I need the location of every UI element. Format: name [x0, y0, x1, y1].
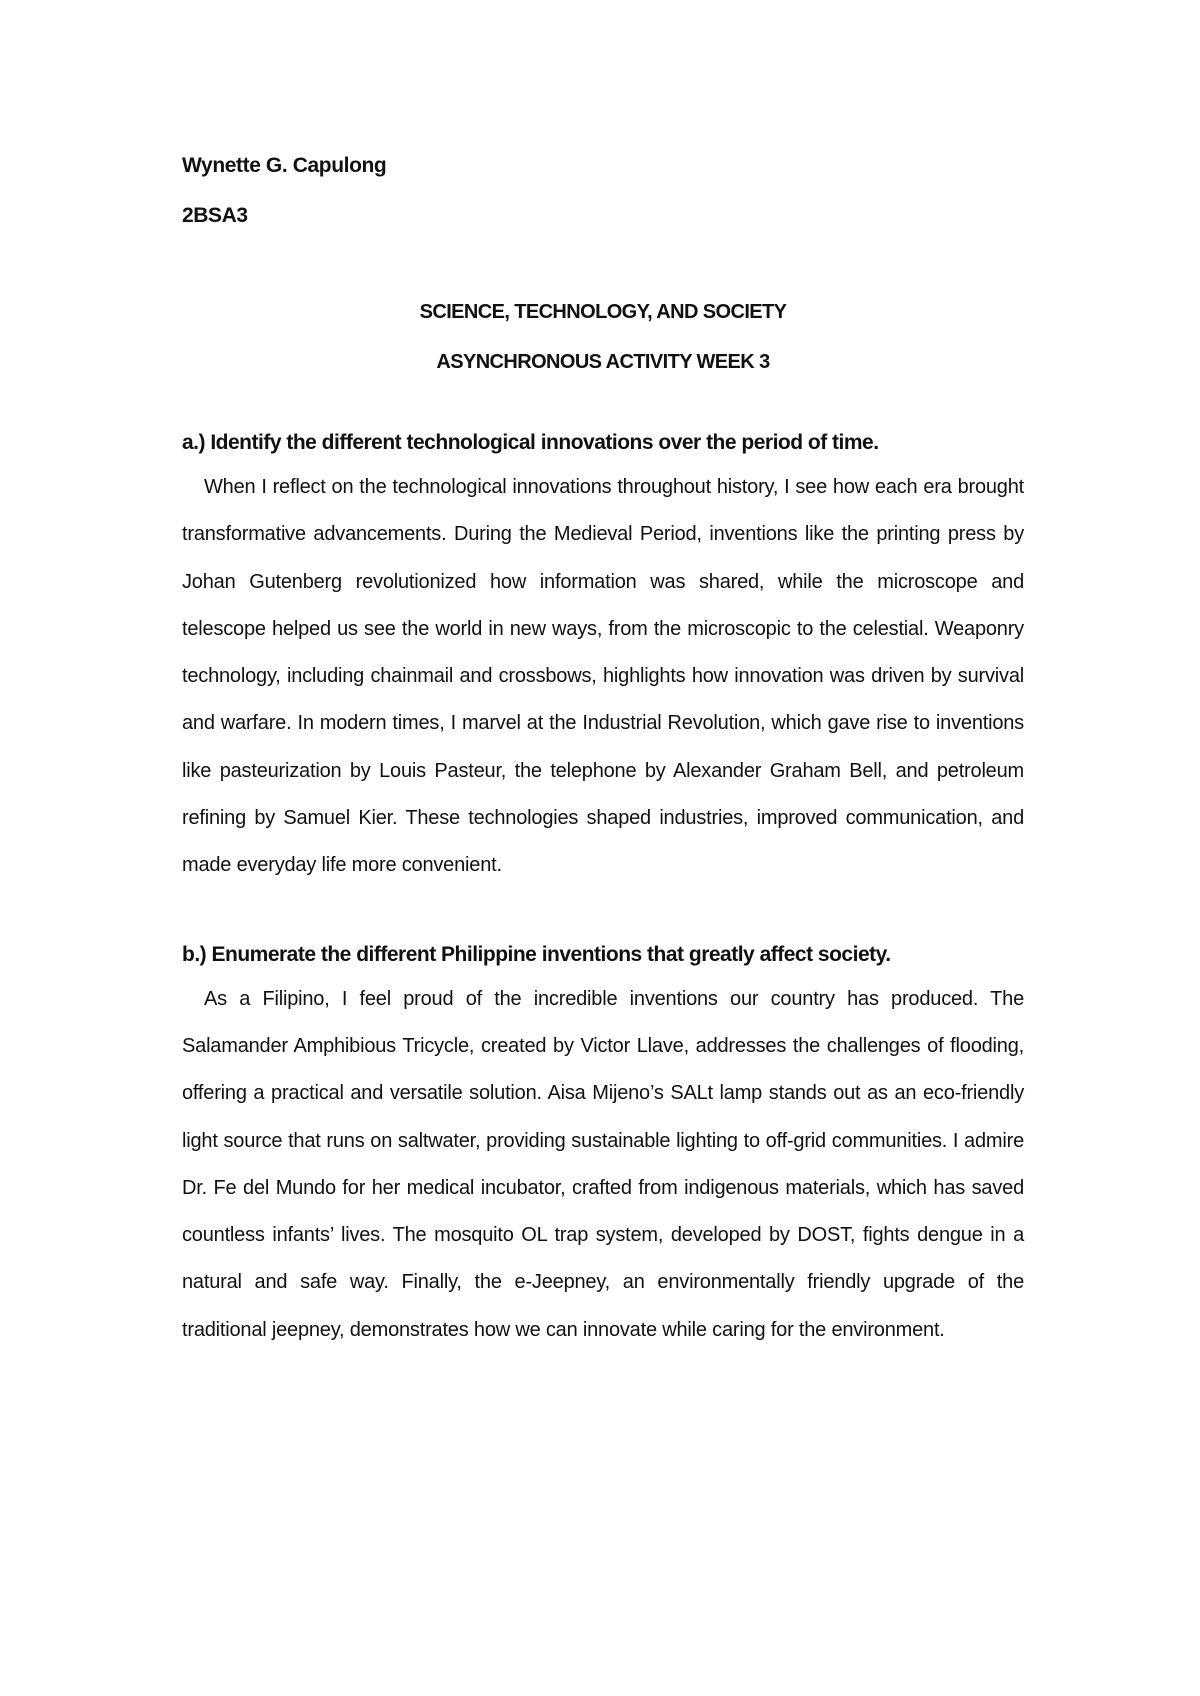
course-title: SCIENCE, TECHNOLOGY, AND SOCIETY: [419, 301, 787, 323]
student-name: Wynette G. Capulong: [182, 154, 387, 177]
activity-title: ASYNCHRONOUS ACTIVITY WEEK 3: [436, 351, 770, 373]
document-title: [182, 298, 1024, 376]
document-body: [182, 152, 1024, 1354]
question-a: a.) Identify the different technological innovations over the period of time.: [182, 431, 879, 454]
answer-a: When I reflect on the technological innovations throughout history, I see how each era brought transformative advancements. During the Medieval Period, inventions like the printing press by Johan Gutenberg revolutionized how information was shared, while the microscope and telescope helped us see the world in new ways, from the microscopic to the celestial. Weaponry technology, including chainmail and crossbows, highlights how innovation was driven by survival and warfare. In modern times, I marvel at the Industrial Revolution, which gave rise to inventions like pasteurization by Louis Pasteur, the telephone by Alexander Graham Bell, and petroleum refining by Samuel Kier. These technologies shaped industries, improved communication, and made everyday life more convenient.: [182, 476, 1024, 877]
student-section: 2BSA3: [182, 204, 248, 227]
question-b: b.) Enumerate the different Philippine inventions that greatly affect society.: [182, 942, 891, 966]
answer-b: As a Filipino, I feel proud of the incredible inventions our country has produced. The Salamander Amphibious Tricycle, created by Victor Llave, addresses the challenges of flooding, offering a practical and versatile solution. Aisa Mijeno’s SALt lamp stands out as an eco-friendly light source that runs on saltwater, providing sustainable lighting to off-grid communities. I admire Dr. Fe del Mundo for her medical incubator, crafted from indigenous materials, which has saved countless infants’ lives. The mosquito OL trap system, developed by DOST, fights dengue in a natural and safe way. Finally, the e-Jeepney, an environmentally friendly upgrade of the traditional jeepney, demonstrates how we can innovate while caring for the environment.: [182, 987, 1024, 1341]
